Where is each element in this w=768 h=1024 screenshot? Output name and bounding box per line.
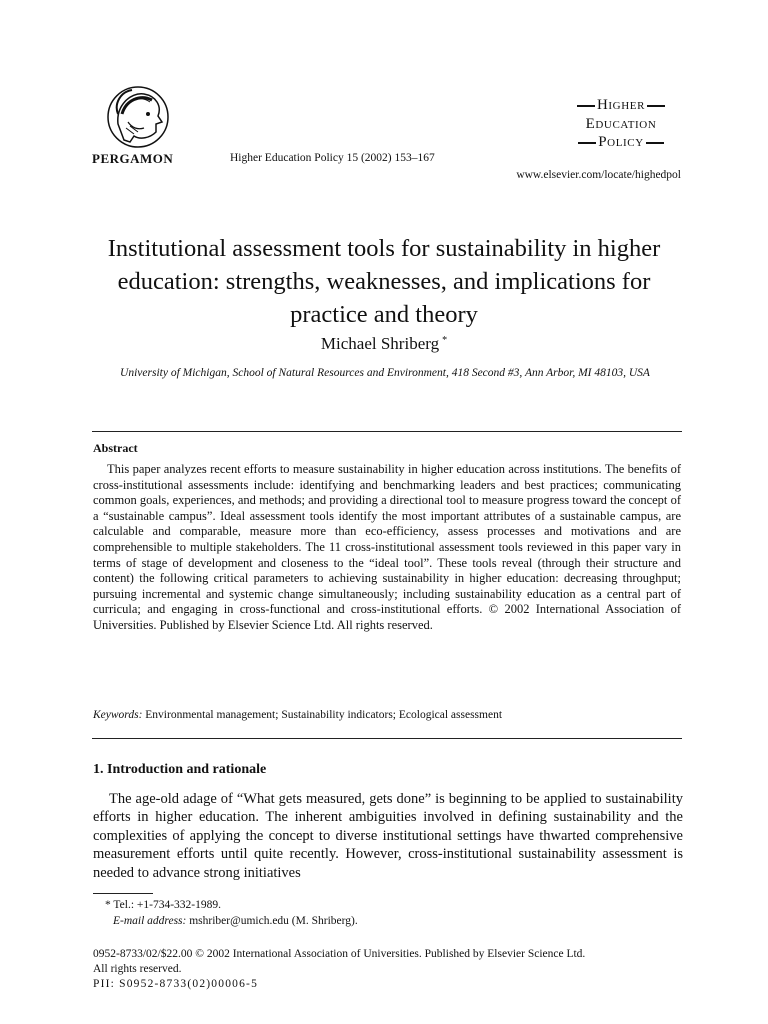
footnote-telephone: * Tel.: +1-734-332-1989. [105, 899, 221, 911]
pergamon-logo-icon [104, 84, 172, 150]
author-affiliation: University of Michigan, School of Natural Resources and Environment, 418 Second #3, Ann Arbor, MI 48103, USA [120, 367, 650, 379]
keywords-label: Keywords: [93, 709, 143, 721]
pii-line: PII: S0952-8733(02)00006-5 [93, 978, 259, 990]
author-footnote-mark[interactable]: * [442, 335, 448, 346]
keywords-list: Environmental management; Sustainability indicators; Ecological assessment [145, 709, 503, 721]
journal-citation: Higher Education Policy 15 (2002) 153–167 [230, 152, 435, 164]
section-body-text: The age-old adage of “What gets measured, gets done” is beginning to be applied to sustainability efforts in higher education. The inherent ambiguities involved in defining sustainability and the complexities of applying the concept to diverse institutional settings have thwarted comprehensive measurement efforts until quite recently. However, cross-institutional sustainability assessment is needed to advance strong initiatives [93, 791, 683, 881]
section-heading: 1. Introduction and rationale [93, 762, 267, 777]
author-name: Michael Shriberg [320, 334, 440, 353]
journal-logo-line-2: Education [585, 115, 657, 132]
copyright-line: 0952-8733/02/$22.00 © 2002 International Association of Universities. Published by Elsevier Science Ltd. [93, 948, 586, 960]
keywords-line [93, 709, 502, 721]
footnote-rule [93, 893, 153, 894]
article-title: Institutional assessment tools for sustainability in higher education: strengths, weaknesses, and implications for practice and theory [107, 235, 661, 328]
author-line [84, 334, 684, 354]
journal-url-link[interactable]: www.elsevier.com/locate/highedpol [516, 169, 681, 181]
abstract-bottom-rule [92, 738, 682, 739]
abstract-top-rule [92, 431, 682, 432]
abstract-heading: Abstract [93, 441, 138, 455]
journal-logo-line-1: Higher [596, 97, 646, 113]
journal-logo [558, 96, 684, 152]
rights-line: All rights reserved. [93, 963, 182, 975]
email-label: E-mail address: [113, 915, 187, 927]
journal-logo-line-3: Policy [598, 134, 644, 150]
abstract-text: This paper analyzes recent efforts to measure sustainability in higher education across institutions. The benefits of cross-institutional assessments include: identifying and benchmarking leaders and best practices; communicating common goals, experiences, and methods; and providing a directional tool to measure progress toward the concept of a “sustainable campus”. Ideal assessment tools identify the most important attributes of a sustainable campus, are calculable and comparable, measure more than eco-efficiency, assess processes and motivations and are comprehensible to multiple stakeholders. The 11 cross-institutional assessment tools reviewed in this paper vary in terms of stage of development and closeness to the “ideal tool”. These tools reveal (through their structure and content) the following critical parameters to achieving sustainability in higher education: decreasing throughput; pursuing incremental and systemic change simultaneously; including sustainability education as a central part of curricula; and engaging in cross-functional and cross-institutional efforts. © 2002 International Association of Universities. Published by Elsevier Science Ltd. All rights reserved. [93, 462, 681, 632]
email-address-link[interactable]: mshriber@umich.edu (M. Shriberg). [189, 915, 358, 927]
publisher-name: PERGAMON [92, 151, 174, 166]
footnote-email [93, 914, 358, 928]
